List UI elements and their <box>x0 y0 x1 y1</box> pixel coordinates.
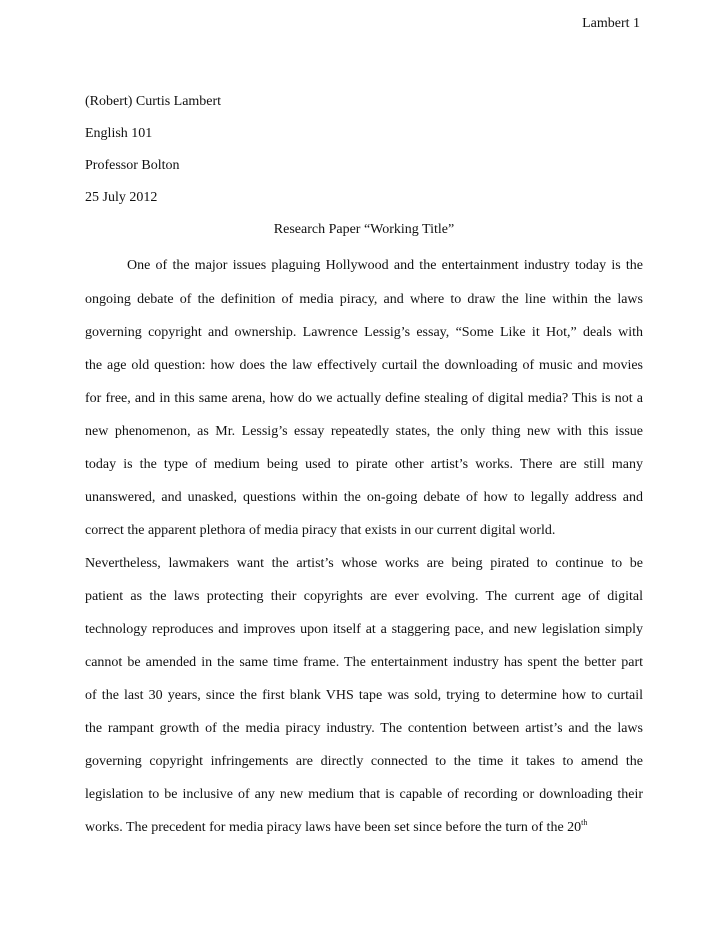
running-head: Lambert 1 <box>582 16 640 31</box>
body-line-17: legislation to be inclusive of any new medium that is capable of recording or downloading their <box>85 787 643 802</box>
author-name: (Robert) Curtis Lambert <box>85 94 222 109</box>
paper-title: Research Paper “Working Title” <box>273 222 455 237</box>
body-line-7: today is the type of medium being used to pirate other artist’s works. There are still many <box>85 457 643 472</box>
body-line-12: technology reproduces and improves upon itself at a staggering pace, and new legislation simply <box>85 622 643 637</box>
body-line-3: governing copyright and ownership. Lawrence Lessig’s essay, “Some Like it Hot,” deals with <box>85 325 643 340</box>
course-name: English 101 <box>85 126 153 141</box>
paper-date: 25 July 2012 <box>85 190 158 205</box>
body-line-5: for free, and in this same arena, how do we actually define stealing of digital media? This is not a <box>85 391 643 406</box>
body-line-16: governing copyright infringements are directly connected to the time it takes to amend the <box>85 754 643 769</box>
body-line-15: the rampant growth of the media piracy industry. The contention between artist’s and the laws <box>85 721 643 736</box>
body-line-11: patient as the laws protecting their copyrights are ever evolving. The current age of digital <box>85 589 643 604</box>
body-line-1: One of the major issues plaguing Hollywood and the entertainment industry today is the <box>127 258 643 273</box>
body-line-18-text: works. The precedent for media piracy laws have been set since before the turn of the 20 <box>85 820 582 835</box>
body-line-8: unanswered, and unasked, questions within the on-going debate of how to legally address and <box>85 490 643 505</box>
ordinal-suffix: th <box>581 818 588 827</box>
body-line-10: Nevertheless, lawmakers want the artist’s whose works are being pirated to continue to be <box>85 556 643 571</box>
body-line-9: correct the apparent plethora of media piracy that exists in our current digital world. <box>85 523 556 538</box>
body-line-18 <box>85 818 587 838</box>
professor-name: Professor Bolton <box>85 158 180 173</box>
body-line-14: of the last 30 years, since the first blank VHS tape was sold, trying to determine how to curtail <box>85 688 643 703</box>
body-line-6: new phenomenon, as Mr. Lessig’s essay repeatedly states, the only thing new with this issue <box>85 424 643 439</box>
body-line-2: ongoing debate of the definition of media piracy, and where to draw the line within the laws <box>85 292 643 307</box>
body-line-13: cannot be amended in the same time frame. The entertainment industry has spent the better part <box>85 655 643 670</box>
body-line-4: the age old question: how does the law effectively curtail the downloading of music and movies <box>85 358 643 373</box>
